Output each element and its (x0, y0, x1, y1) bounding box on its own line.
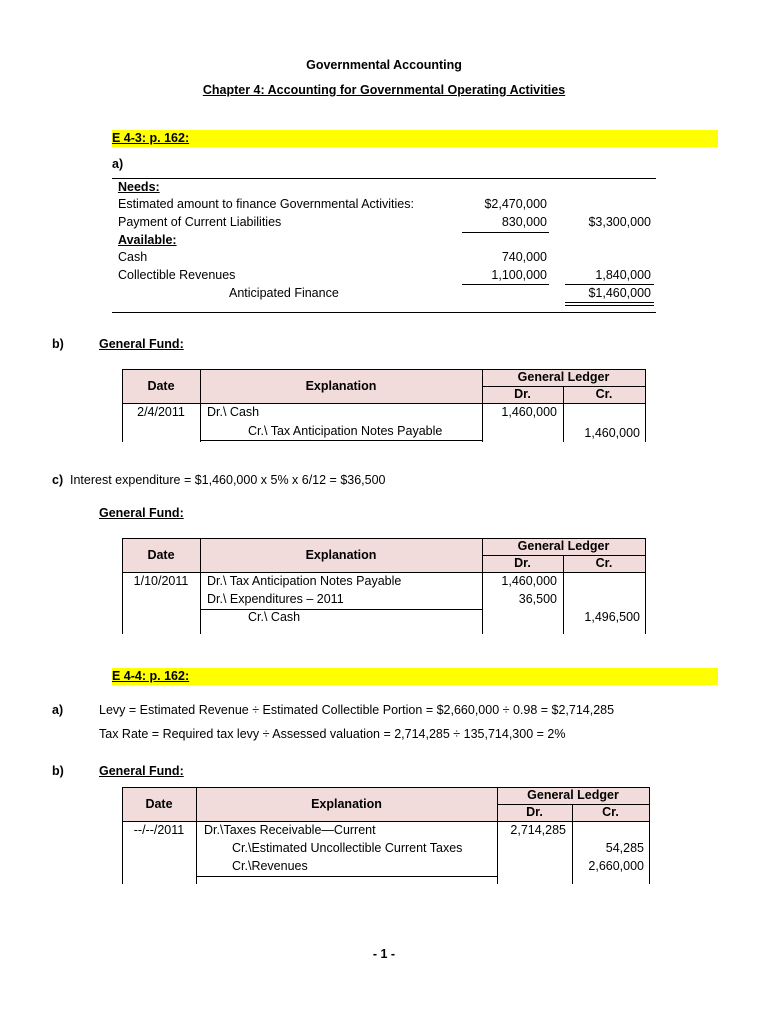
col-explanation: Explanation (305, 379, 377, 393)
payment-label: Payment of Current Liabilities (118, 215, 282, 229)
entry-dr: 36,500 (518, 592, 557, 606)
entry-line: Cr.\ Cash (248, 610, 301, 624)
finance-bottom-rule (112, 312, 656, 313)
anticipated-label: Anticipated Finance (229, 286, 339, 300)
entry-line: Dr.\ Expenditures – 2011 (207, 592, 344, 606)
col-cr: Cr. (602, 805, 619, 819)
entry-line: Dr.\ Cash (207, 405, 260, 419)
anticipated-value: $1,460,000 (588, 286, 651, 300)
entry-line: Cr.\Revenues (232, 859, 308, 873)
e44-part-b-label: b) (52, 764, 64, 778)
entry-cr: 54,285 (605, 841, 644, 855)
est-amount-value: $2,470,000 (484, 197, 547, 211)
part-a-label: a) (112, 157, 124, 171)
e44-part-a-label: a) (52, 703, 64, 717)
entry-date: 2/4/2011 (137, 405, 185, 419)
chapter-subtitle: Chapter 4: Accounting for Governmental Operating Activities (202, 83, 566, 97)
col-dr: Dr. (514, 387, 531, 401)
anticipated-double-rule (565, 302, 654, 306)
entry-cr: 1,460,000 (584, 426, 640, 440)
entry-date: --/--/2011 (133, 823, 185, 837)
e44-highlight (112, 668, 718, 685)
payment-value: 830,000 (501, 215, 547, 229)
col-date: Date (147, 548, 175, 562)
col-rule (649, 787, 650, 884)
e43-heading: E 4-3: p. 162: (112, 131, 190, 145)
col-cr: Cr. (595, 387, 613, 401)
needs-subtotal-rule (462, 232, 549, 233)
explanation-underline (200, 440, 482, 441)
document-title: Governmental Accounting (306, 58, 462, 72)
explanation-underline (196, 876, 497, 877)
page-number: - 1 - (372, 947, 396, 961)
col-rule (645, 369, 646, 442)
entry-date: 1/10/2011 (133, 574, 189, 588)
col-general-ledger: General Ledger (517, 539, 610, 553)
col-date: Date (147, 379, 175, 393)
part-c-label: c) (52, 473, 64, 487)
entry-line: Dr.\ Tax Anticipation Notes Payable (207, 574, 402, 588)
explanation-underline (200, 609, 482, 610)
entry-line: Cr.\Estimated Uncollectible Current Taxes (232, 841, 463, 855)
general-fund-b: General Fund: (99, 337, 184, 351)
tax-rate-text: Tax Rate = Required tax levy ÷ Assessed valuation = 2,714,285 ÷ 135,714,300 = 2% (99, 727, 566, 741)
col-cr: Cr. (595, 556, 613, 570)
cash-value: 740,000 (501, 250, 547, 264)
general-fund-c: General Fund: (99, 506, 184, 520)
available-subtotal-rule (462, 284, 549, 285)
available-total-rule (565, 284, 654, 285)
entry-line: Cr.\ Tax Anticipation Notes Payable (248, 424, 443, 438)
e44-heading: E 4-4: p. 162: (112, 669, 190, 683)
header-bottom-rule (122, 821, 649, 822)
collectible-value: 1,100,000 (491, 268, 547, 282)
col-dr: Dr. (526, 805, 543, 819)
available-total: 1,840,000 (595, 268, 651, 282)
col-rule (645, 538, 646, 634)
e43-highlight (112, 130, 718, 147)
entry-dr: 1,460,000 (501, 405, 557, 419)
levy-text: Levy = Estimated Revenue ÷ Estimated Collectible Portion = $2,660,000 ÷ 0.98 = $2,714,285 (99, 703, 615, 717)
col-explanation: Explanation (305, 548, 377, 562)
finance-top-rule (112, 178, 656, 179)
interest-text: Interest expenditure = $1,460,000 x 5% x 6/12 = $36,500 (70, 473, 386, 487)
est-amount-label: Estimated amount to finance Governmental Activities: (118, 197, 414, 211)
col-general-ledger: General Ledger (517, 370, 610, 384)
entry-dr: 2,714,285 (510, 823, 566, 837)
col-general-ledger: General Ledger (527, 788, 619, 802)
col-dr: Dr. (514, 556, 531, 570)
needs-label: Needs: (118, 180, 160, 194)
col-date: Date (145, 797, 173, 811)
entry-cr: 1,496,500 (584, 610, 640, 624)
cash-label: Cash (118, 250, 148, 264)
entry-dr: 1,460,000 (501, 574, 557, 588)
general-fund-e44: General Fund: (99, 764, 184, 778)
entry-line: Dr.\Taxes Receivable—Current (204, 823, 376, 837)
available-label: Available: (118, 233, 177, 247)
col-explanation: Explanation (311, 797, 382, 811)
collectible-label: Collectible Revenues (118, 268, 236, 282)
part-b-label: b) (52, 337, 64, 351)
entry-cr: 2,660,000 (588, 859, 644, 873)
needs-total: $3,300,000 (588, 215, 651, 229)
